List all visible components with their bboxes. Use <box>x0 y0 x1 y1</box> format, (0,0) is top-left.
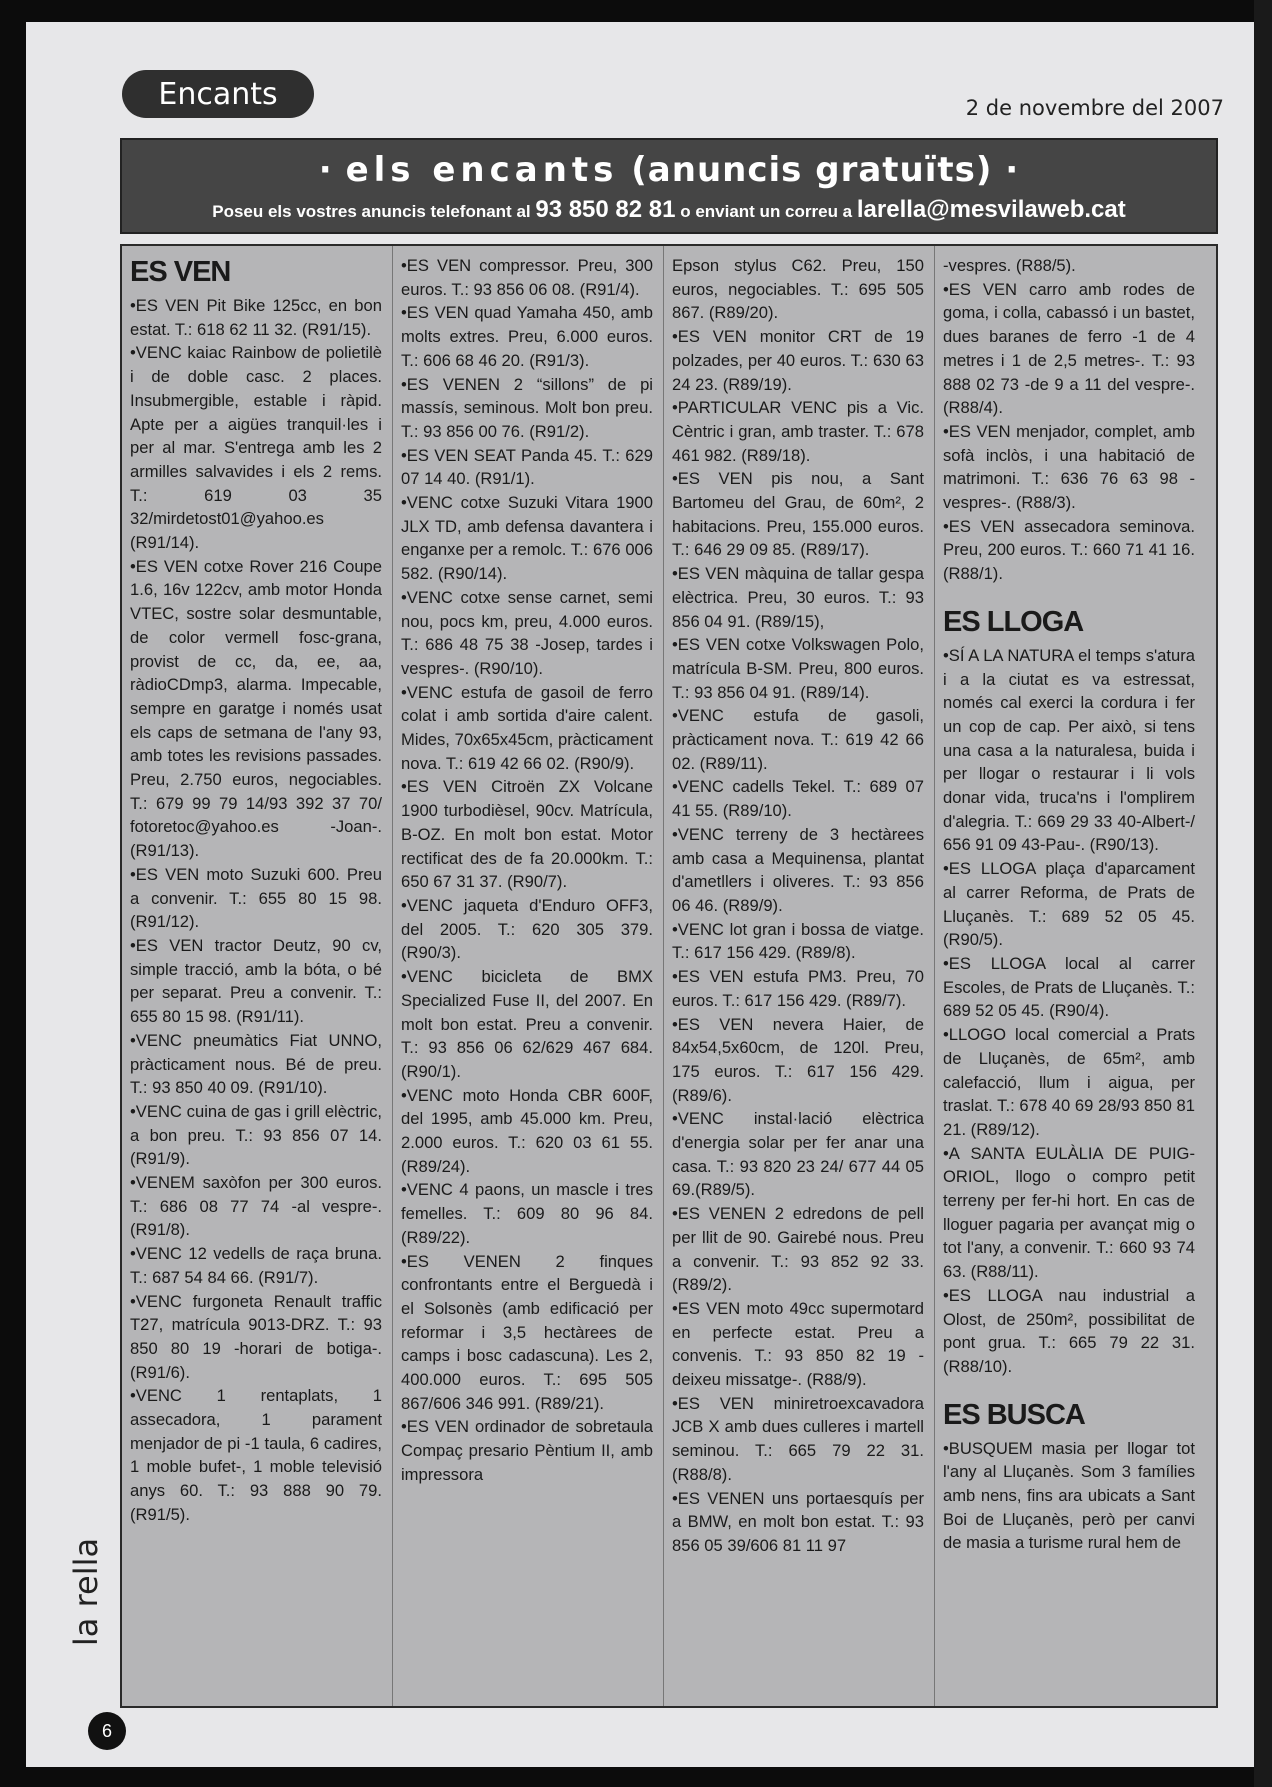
classified-ad: •ES VENEN 2 finques confrontants entre el Berguedà i el Solsonès (amb edificació per reformar i 3,5 hectàrees de camps i bosc cadascuna). Les 2, 400.000 euros. T.: 695 505 867/606 346 991. (R89/21). <box>401 1251 653 1413</box>
banner-sub-mid: o enviant un correu a <box>675 202 857 221</box>
banner-instructions <box>122 196 1216 224</box>
classified-ad: •ES VEN tractor Deutz, 90 cv, simple tracció, amb la bóta, o bé per separat. Preu a convenir. T.: 655 80 15 98. (R91/11). <box>130 935 382 1027</box>
classified-ad: •VENC 4 paons, un mascle i tres femelles. T.: 609 80 96 84. (R89/22). <box>401 1180 653 1247</box>
column-1 <box>130 254 382 1527</box>
classified-ad: •VENC cuina de gas i grill elèctric, a bon preu. T.: 93 856 07 14. (R91/9). <box>130 1101 382 1169</box>
banner-title-main: els encants <box>345 150 619 190</box>
classified-ad: •ES VEN cotxe Volkswagen Polo, matrícula B-SM. Preu, 800 euros. T.: 93 856 04 91. (R89/14). <box>672 635 924 702</box>
col4-lloga-ads <box>943 644 1195 1379</box>
classified-ad: •ES VEN miniretroexcavadora JCB X amb dues culleres i martell seminou. T.: 665 79 22 31. (R88/8). <box>672 1393 924 1484</box>
classified-ad: •VENC cadells Tekel. T.: 689 07 41 55. (R89/10). <box>672 777 924 821</box>
classified-ad: •ES VEN estufa PM3. Preu, 70 euros. T.: 617 156 429. (R89/7). <box>672 967 924 1010</box>
classified-ad: •ES VEN Citroën ZX Volcane 1900 turbodièsel, 90cv. Matrícula, B-OZ. En molt bon estat. Motor rectificat des de fa 20.000km. T.: 650 67 31 37. (R90/7). <box>401 777 653 892</box>
classified-ad: •VENC terreny de 3 hectàrees amb casa a Mequinensa, plantat d'ametllers i oliveres. T.: 93 856 06 46. (R89/9). <box>672 824 924 915</box>
column-2 <box>401 254 653 1487</box>
classified-ad: •VENC 12 vedells de raça bruna. T.: 687 54 84 66. (R91/7). <box>130 1244 382 1287</box>
banner-title-suffix: (anuncis gratuïts) · <box>618 150 1020 190</box>
classified-ad: •ES VEN SEAT Panda 45. T.: 629 07 14 40. (R91/1). <box>401 445 653 489</box>
classified-ad: •ES LLOGA plaça d'aparcament al carrer Reforma, de Prats de Lluçanès. T.: 689 52 05 45. (R90/5). <box>943 859 1195 950</box>
classified-ad: •ES VENEN 2 “sillons” de pi massís, seminous. Molt bon preu. T.: 93 856 00 76. (R91/2). <box>401 374 653 441</box>
page-spine <box>1254 0 1272 1787</box>
classified-ad: •ES LLOGA local al carrer Escoles, de Prats de Lluçanès. T.: 689 52 05 45. (R90/4). <box>943 953 1195 1021</box>
classifieds-banner <box>120 138 1218 234</box>
classified-ad: •VENC cotxe sense carnet, semi nou, pocs km, preu, 4.000 euros. T.: 686 48 75 38 -Josep, tardes i vespres-. (R90/10). <box>401 587 653 678</box>
classified-ad: •VENC lot gran i bossa de viatge. T.: 617 156 429. (R89/8). <box>672 919 924 963</box>
classified-ad: •ES VEN menjador, complet, amb sofà inclòs, i una habitació de matrimoni. T.: 636 76 63 98 -vespres-. (R88/3). <box>943 421 1195 513</box>
classified-ad: •ES VEN màquina de tallar gespa elèctrica. Preu, 30 euros. T.: 93 856 04 91. (R89/15), <box>672 564 924 631</box>
col1-ads <box>130 294 382 1527</box>
classified-ad: •PARTICULAR VENC pis a Vic. Cèntric i gran, amb traster. T.: 678 461 982. (R89/18). <box>672 398 924 465</box>
classified-ad: •VENC moto Honda CBR 600F, del 1995, amb 45.000 km. Preu, 2.000 euros. T.: 620 03 61 55. (R89/24). <box>401 1085 653 1176</box>
col4-busca-ads <box>943 1437 1195 1556</box>
publication-name: la rella <box>67 1537 105 1647</box>
newspaper-page <box>26 22 1254 1767</box>
banner-sub-pre: Poseu els vostres anuncis telefonant al <box>212 202 536 221</box>
heading-es-lloga: ES LLOGA <box>943 605 1084 638</box>
classified-ad: •ES VEN pis nou, a Sant Bartomeu del Grau, de 60m², 2 habitacions. Preu, 155.000 euros. T.: 646 29 09 85. (R89/17). <box>672 469 924 560</box>
column-3 <box>672 254 924 1558</box>
classified-ad: •A SANTA EULÀLIA DE PUIG-ORIOL, llogo o compro petit terreny per fer-hi hort. En cas de lloguer pagaria per avançat mig o tot l'any, a convenir. T.: 660 93 74 63. (R88/11). <box>943 1143 1195 1282</box>
classified-ad: •VENC kaiac Rainbow de polietilè i de doble casc. 2 places. Insubmergible, estable i ràpid. Apte per a aigües tranquil·les i per al mar. S'entrega amb les 2 armilles salvavides i els 2 rems. T.: 619 03 35 32/mirdetost01@yahoo.es (R91/14). <box>130 343 382 553</box>
classified-ad: •BUSQUEM masia per llogar tot l'any al Lluçanès. Som 3 famílies amb nens, fins ara ubicats a Sant Boi de Lluçanès, però per canvi de masia a turisme rural hem de <box>943 1438 1195 1553</box>
banner-title-dot-left: · <box>318 150 346 190</box>
classified-ad: •ES VEN carro amb rodes de goma, i colla, cabassó i un bastet, dues baranes de ferro -1 de 4 metres i 1 de 2,5 metres-. T.: 93 888 02 73 -de 9 a 11 del vespre-. (R88/4). <box>943 279 1195 418</box>
classified-ad: •ES VEN nevera Haier, de 84x54,5x60cm, de 120l. Preu, 175 euros. T.: 617 156 429. (R89/6). <box>672 1014 924 1105</box>
classified-ad: •VENC estufa de gasoli, pràcticament nova. T.: 619 42 66 02. (R89/11). <box>672 706 924 773</box>
classified-ad: •ES VEN assecadora seminova. Preu, 200 euros. T.: 660 71 41 16. (R88/1). <box>943 516 1195 584</box>
column-divider <box>392 246 393 1706</box>
classified-ad: •ES LLOGA nau industrial a Olost, de 250m², possibilitat de pont grua. T.: 665 79 22 31. (R88/10). <box>943 1285 1195 1376</box>
classified-ad: -vespres. (R88/5). <box>943 256 1076 275</box>
classified-ad: •VENC pneumàtics Fiat UNNO, pràcticament nous. Bé de preu. T.: 93 850 40 09. (R91/10). <box>130 1030 382 1098</box>
column-divider <box>934 246 935 1706</box>
classified-ad: •ES VENEN 2 edredons de pell per llit de 90. Gairebé nous. Preu a convenir. T.: 93 852 92 33. (R89/2). <box>672 1204 924 1295</box>
classified-ad: •ES VEN ordinador de sobretaula Compaç presario Pèntium II, amb impressora <box>401 1417 653 1484</box>
classified-ad: •ES VEN Pit Bike 125cc, en bon estat. T.: 618 62 11 32. (R91/15). <box>130 296 382 339</box>
section-tab: Encants <box>122 70 314 118</box>
banner-email: larella@mesvilaweb.cat <box>856 196 1126 223</box>
classified-ad: •VENC jaqueta d'Enduro OFF3, del 2005. T.: 620 305 379. (R90/3). <box>401 895 653 963</box>
classified-ad: •ES VEN moto Suzuki 600. Preu a convenir. T.: 655 80 15 98. (R91/12). <box>130 864 382 932</box>
classified-ad: •ES VEN cotxe Rover 216 Coupe 1.6, 16v 122cv, amb motor Honda VTEC, sostre solar desmuntable, de color vermell fosc-grana, provist de cc, da, ee, aa, ràdioCDmp3, alarma. Impecable, sempre en garatge i només usat els caps de setmana de l'any 93, amb totes les revisions passades. Preu, 2.750 euros, negociables. T.: 679 99 79 14/93 392 37 70/ fotoretoc@yahoo.es -Joan-. (R91/13). <box>130 556 382 861</box>
col3-ads <box>672 254 924 1558</box>
banner-phone: 93 850 82 81 <box>535 196 676 223</box>
classified-ad: •VENC bicicleta de BMX Specialized Fuse II, del 2007. En molt bon estat. Preu a convenir. T.: 93 856 06 62/629 467 684. (R90/1). <box>401 967 653 1081</box>
classified-ad: •ES VENEN uns portaesquís per a BMW, en molt bon estat. T.: 93 856 05 39/606 81 11 97 <box>672 1488 924 1555</box>
classified-ad: •LLOGO local comercial a Prats de Lluçanès, de 65m², amb calefacció, llum i aigua, per traslat. T.: 678 40 69 28/93 850 81 21. (R89/12). <box>943 1025 1195 1139</box>
heading-es-busca: ES BUSCA <box>943 1398 1085 1431</box>
classified-ad: •VENC instal·lació elèctrica d'energia solar per fer anar una casa. T.: 93 820 23 24/ 677 44 05 69.(R89/5). <box>672 1109 924 1200</box>
classifieds-content <box>120 244 1218 1708</box>
heading-es-ven: ES VEN <box>130 256 231 288</box>
column-4 <box>943 254 1195 1555</box>
banner-title <box>122 150 1216 190</box>
classified-ad: •ES VEN compressor. Preu, 300 euros. T.: 93 856 06 08. (R91/4). <box>401 256 653 299</box>
classified-ad: Epson stylus C62. Preu, 150 euros, negociables. T.: 695 505 867. (R89/20). <box>672 256 924 323</box>
classified-ad: •VENEM saxòfon per 300 euros. T.: 686 08 77 74 -al vespre-. (R91/8). <box>130 1173 382 1240</box>
classified-ad: •VENC estufa de gasoil de ferro colat i amb sortida d'aire calent. Mides, 70x65x45cm, pràcticament nova. T.: 619 42 66 02. (R90/9). <box>401 682 653 773</box>
issue-date: 2 de novembre del 2007 <box>965 96 1224 120</box>
col4-ven-ads <box>943 254 1195 586</box>
page-number: 6 <box>88 1712 126 1750</box>
classified-ad: •SÍ A LA NATURA el temps s'atura i a la ciutat es va estressat, només cal exerci la cordura i fer un cop de cap. Per això, si tens una casa a la naturalesa, buida i per llogar o restaurar i li vols donar vida, truca'ns i l'omplirem d'alegria. T.: 669 29 33 40-Albert-/ 656 91 09 43-Pau-. (R90/13). <box>943 645 1195 855</box>
classified-ad: •VENC cotxe Suzuki Vitara 1900 JLX TD, amb defensa davantera i enganxe per a remolc. T.: 676 006 582. (R90/14). <box>401 493 653 584</box>
classified-ad: •ES VEN moto 49cc supermotard en perfecte estat. Preu a convenis. T.: 93 850 82 19 -deixeu missatge-. (R88/9). <box>672 1298 924 1390</box>
column-divider <box>663 246 664 1706</box>
classified-ad: •ES VEN monitor CRT de 19 polzades, per 40 euros. T.: 630 63 24 23. (R89/19). <box>672 327 924 394</box>
classified-ad: •VENC 1 rentaplats, 1 assecadora, 1 parament menjador de pi -1 taula, 6 cadires, 1 moble bufet-, 1 moble televisió anys 60. T.: 93 888 90 79. (R91/5). <box>130 1386 382 1524</box>
col2-ads <box>401 254 653 1487</box>
classified-ad: •ES VEN quad Yamaha 450, amb molts extres. Preu, 6.000 euros. T.: 606 68 46 20. (R91/3). <box>401 303 653 370</box>
classified-ad: •VENC furgoneta Renault traffic T27, matrícula 9013-DRZ. T.: 93 850 80 19 -horari de botiga-. (R91/6). <box>130 1291 382 1382</box>
